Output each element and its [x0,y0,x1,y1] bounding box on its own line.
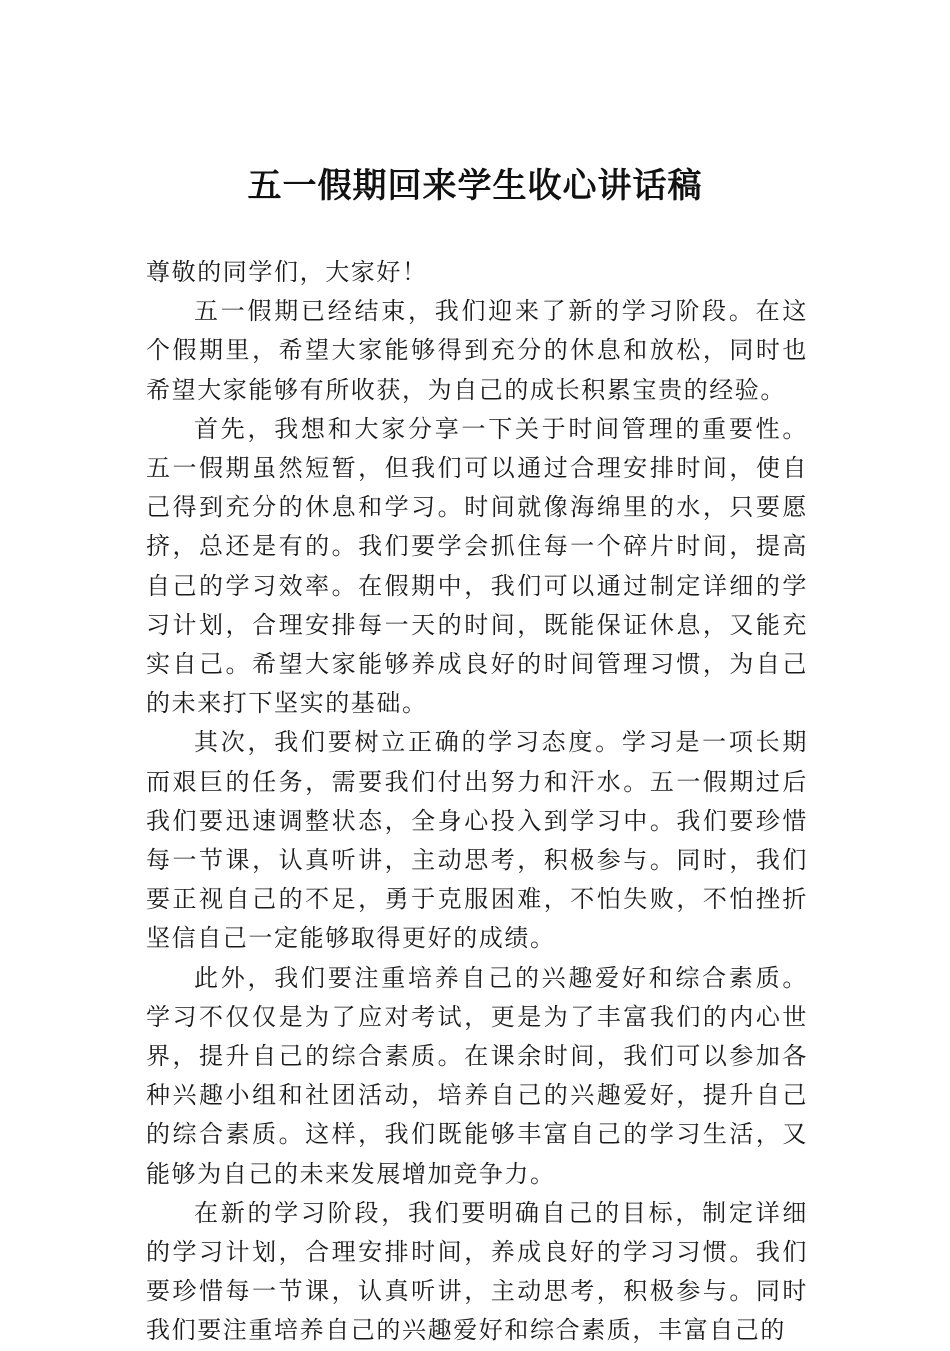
salutation: 尊敬的同学们，大家好！ [146,258,428,286]
paragraph-3: 其次，我们要树立正确的学习态度。学习是一项长期而艰巨的任务，需要我们付出努力和汗水。五一假期过后我们要迅速调整状态，全身心投入到学习中。我们要珍惜每一节课，认真听讲，主动思考，积极参与。同时，我们要正视自己的不足，勇于克服困难，不怕失败，不怕挫折坚信自己一定能够取得更好的成绩。 [146,728,808,953]
document-title: 五一假期回来学生收心讲话稿 [247,166,703,206]
paragraph-1: 五一假期已经结束，我们迎来了新的学习阶段。在这个假期里，希望大家能够得到充分的休息和放松，同时也希望大家能够有所收获，为自己的成长积累宝贵的经验。 [146,297,808,404]
paragraph-5: 在新的学习阶段，我们要明确自己的目标，制定详细的学习计划，合理安排时间，养成良好的学习习惯。我们要珍惜每一节课，认真听讲，主动思考，积极参与。同时我们要注重培养自己的兴趣爱好和综合素质，丰富自己的 [146,1198,808,1345]
paragraph-4: 此外，我们要注重培养自己的兴趣爱好和综合素质。学习不仅仅是为了应对考试，更是为了丰富我们的内心世界，提升自己的综合素质。在课余时间，我们可以参加各种兴趣小组和社团活动，培养自己的兴趣爱好，提升自己的综合素质。这样，我们既能够丰富自己的学习生活，又能够为自己的未来发展增加竞争力。 [146,963,808,1188]
paragraph-2: 首先，我想和大家分享一下关于时间管理的重要性。五一假期虽然短暂，但我们可以通过合理安排时间，使自己得到充分的休息和学习。时间就像海绵里的水，只要愿挤，总还是有的。我们要学会抓住每一个碎片时间，提高自己的学习效率。在假期中，我们可以通过制定详细的学习计划，合理安排每一天的时间，既能保证休息，又能充实自己。希望大家能够养成良好的时间管理习惯，为自己的未来打下坚实的基础。 [146,414,808,718]
document-body [146,253,808,1351]
